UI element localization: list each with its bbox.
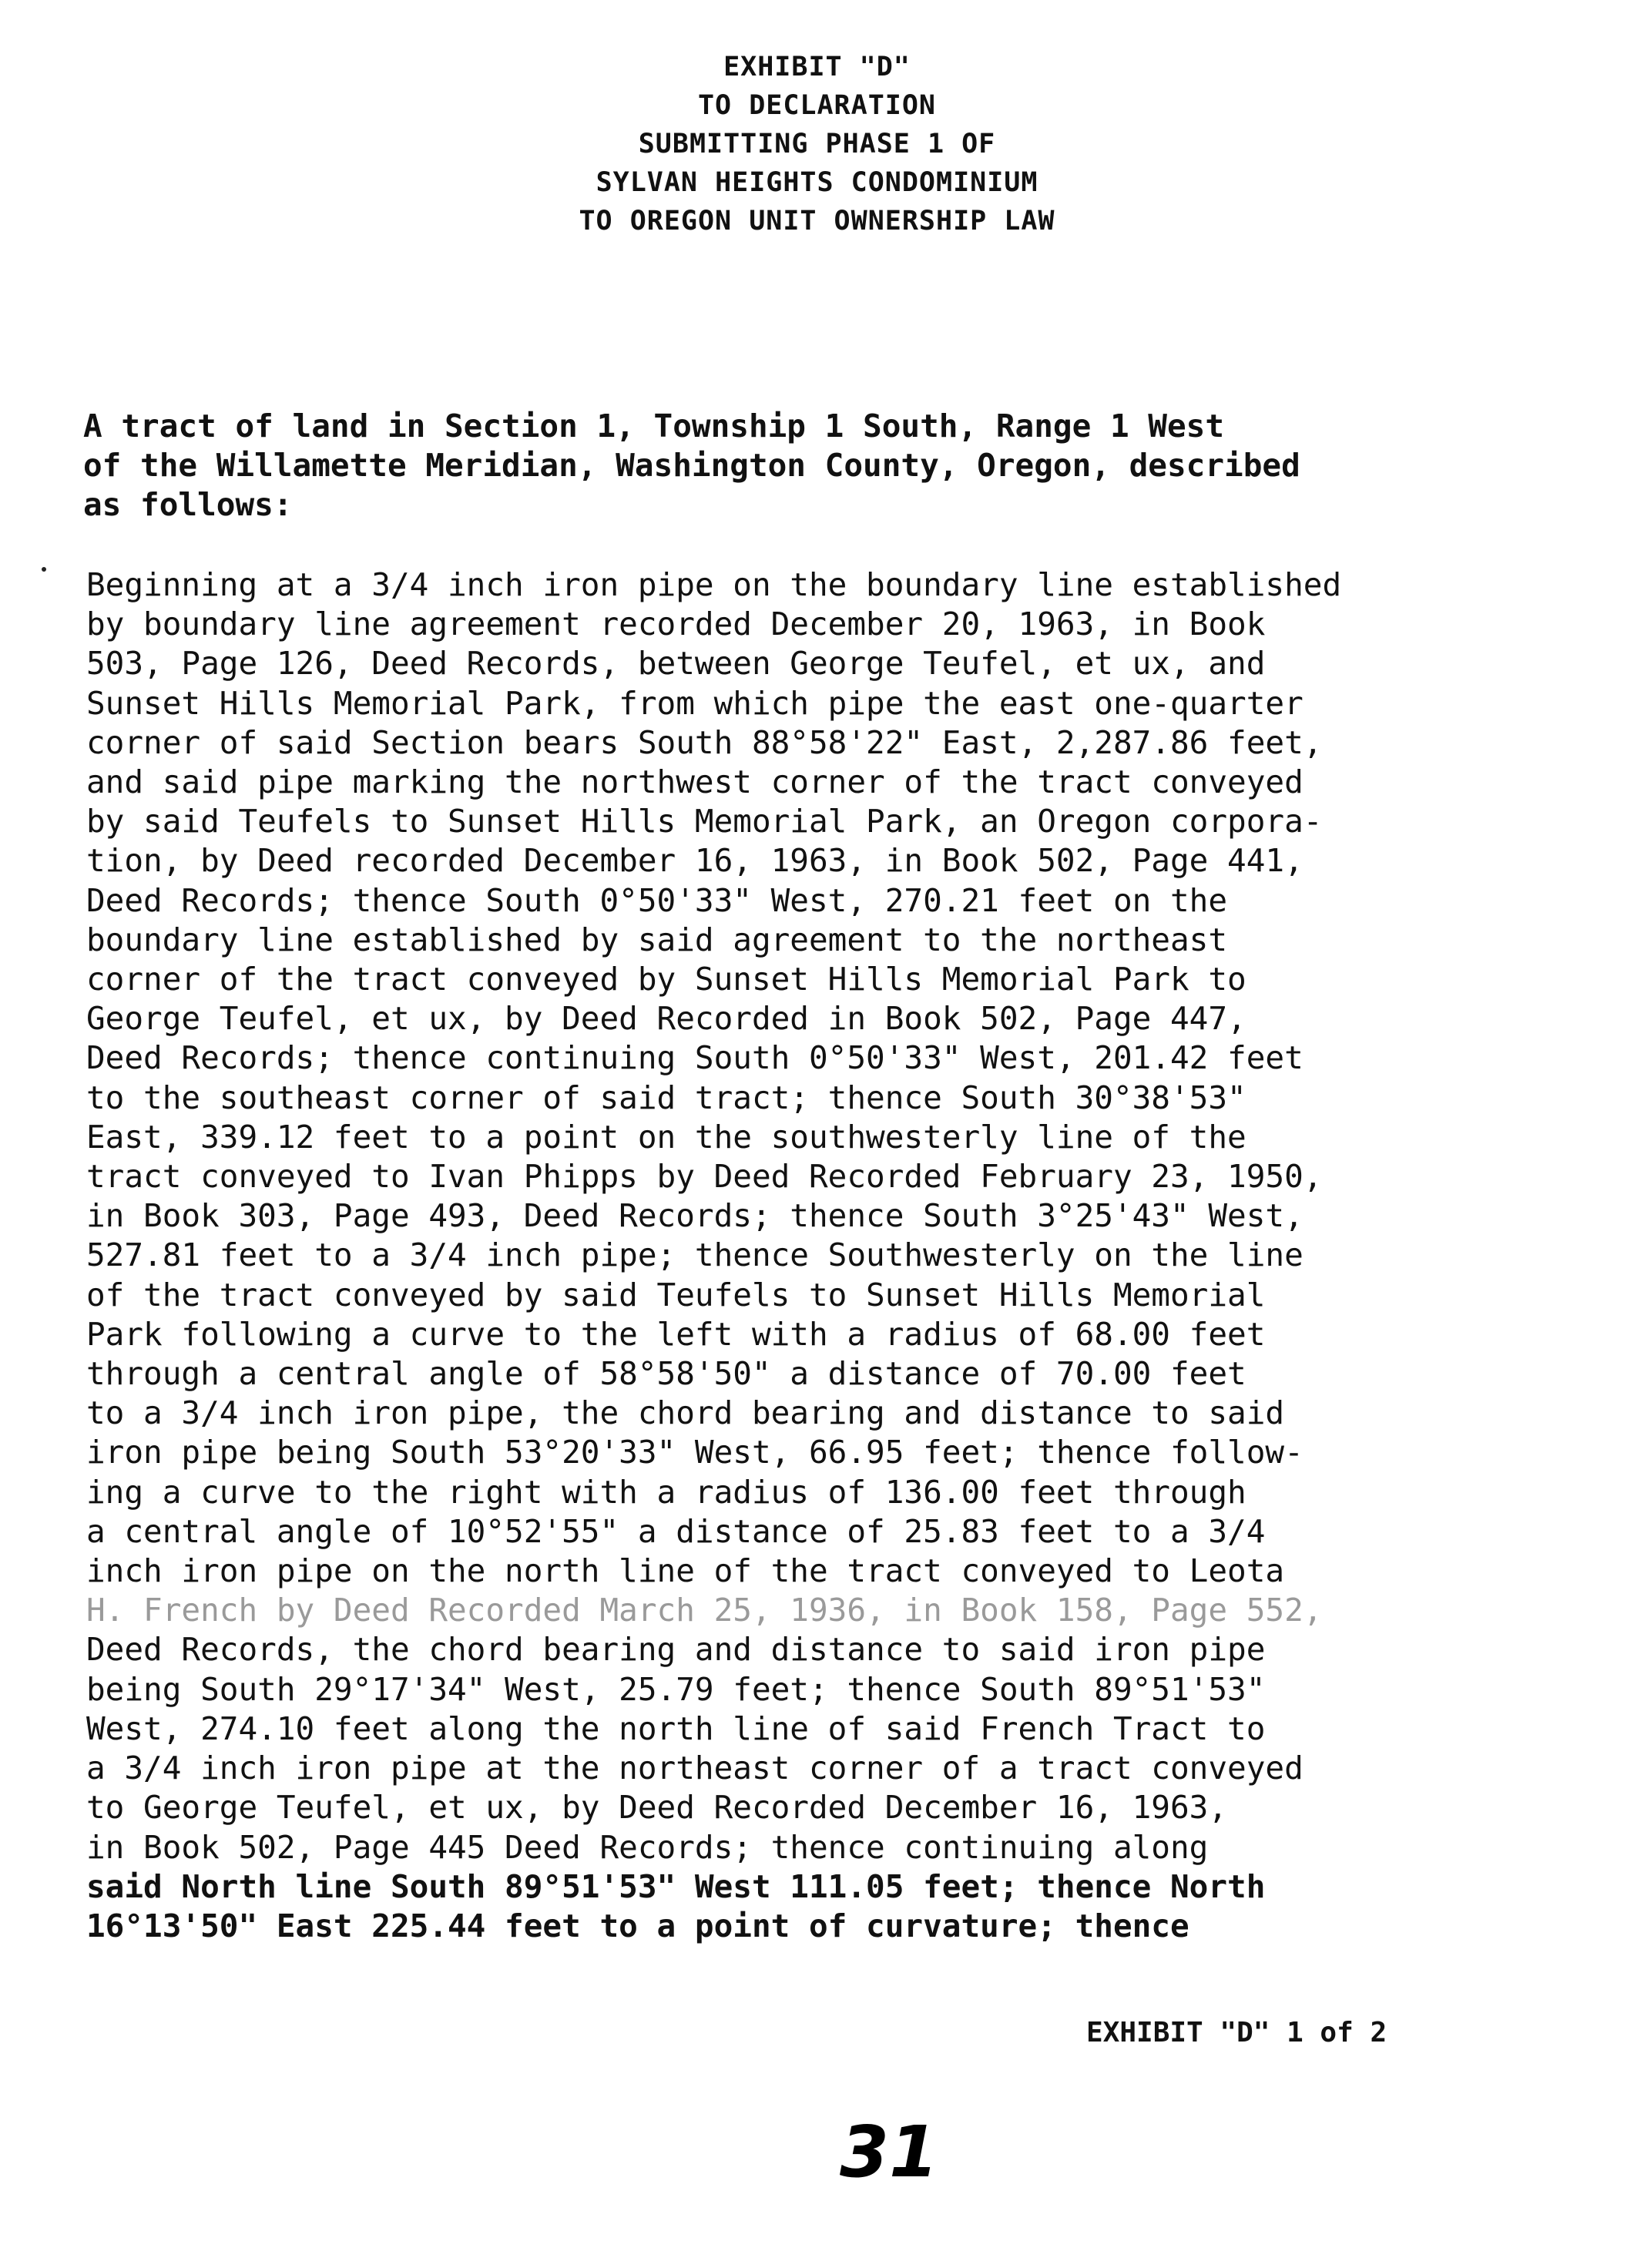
body-line: in Book 303, Page 493, Deed Records; thence South 3°25'43" West, bbox=[86, 1197, 1304, 1235]
body-line: of the tract conveyed by said Teufels to Sunset Hills Memorial bbox=[86, 1276, 1266, 1313]
body-line: tion, by Deed recorded December 16, 1963, in Book 502, Page 441, bbox=[86, 842, 1304, 880]
body-line: corner of said Section bears South 88°58'22" East, 2,287.86 feet, bbox=[86, 723, 1323, 761]
handwritten-page-number: 31 bbox=[840, 2111, 939, 2193]
body-line: Deed Records, the chord bearing and distance to said iron pipe bbox=[86, 1631, 1266, 1669]
heading-line: SYLVAN HEIGHTS CONDOMINIUM bbox=[596, 167, 1038, 198]
heading-line: EXHIBIT "D" bbox=[723, 52, 911, 82]
body-line: Park following a curve to the left with a radius of 68.00 feet bbox=[86, 1315, 1266, 1353]
body-line: through a central angle of 58°58'50" a distance of 70.00 feet bbox=[86, 1355, 1246, 1393]
exhibit-page-label: EXHIBIT "D" 1 of 2 bbox=[1086, 2017, 1387, 2048]
body-line: Deed Records; thence South 0°50'33" West, 270.21 feet on the bbox=[86, 881, 1228, 919]
intro-line: as follows: bbox=[83, 486, 293, 523]
body-line: by said Teufels to Sunset Hills Memorial Park, an Oregon corpora- bbox=[86, 803, 1323, 840]
body-line: Sunset Hills Memorial Park, from which pipe the east one-quarter bbox=[86, 684, 1304, 722]
body-line: to the southeast corner of said tract; thence South 30°38'53" bbox=[86, 1079, 1246, 1116]
body-line: iron pipe being South 53°20'33" West, 66.95 feet; thence follow- bbox=[86, 1434, 1304, 1471]
body-line: tract conveyed to Ivan Phipps by Deed Recorded February 23, 1950, bbox=[86, 1158, 1323, 1196]
bold-body-line: said North line South 89°51'53" West 111.05 feet; thence North bbox=[86, 1867, 1266, 1905]
body-line: to a 3/4 inch iron pipe, the chord bearing and distance to said bbox=[86, 1394, 1285, 1432]
body-line: a central angle of 10°52'55" a distance of 25.83 feet to a 3/4 bbox=[86, 1512, 1266, 1550]
body-line: in Book 502, Page 445 Deed Records; thence continuing along bbox=[86, 1828, 1209, 1866]
body-line: being South 29°17'34" West, 25.79 feet; thence South 89°51'53" bbox=[86, 1670, 1266, 1708]
faint-body-line: H. French by Deed Recorded March 25, 1936, in Book 158, Page 552, bbox=[86, 1592, 1323, 1629]
body-line: inch iron pipe on the north line of the tract conveyed to Leota bbox=[86, 1552, 1285, 1590]
body-line: to George Teufel, et ux, by Deed Recorded December 16, 1963, bbox=[86, 1789, 1228, 1827]
intro-paragraph bbox=[83, 407, 1562, 525]
legal-description bbox=[86, 565, 1596, 1946]
body-line: West, 274.10 feet along the north line of said French Tract to bbox=[86, 1709, 1266, 1747]
intro-line: of the Willamette Meridian, Washington County, Oregon, described bbox=[83, 447, 1300, 484]
body-line: and said pipe marking the northwest corner of the tract conveyed bbox=[86, 763, 1304, 801]
heading-line: SUBMITTING PHASE 1 OF bbox=[638, 129, 996, 159]
body-line: Deed Records; thence continuing South 0°50'33" West, 201.42 feet bbox=[86, 1039, 1304, 1077]
body-line: boundary line established by said agreement to the northeast bbox=[86, 921, 1228, 958]
body-line: 503, Page 126, Deed Records, between George Teufel, et ux, and bbox=[86, 645, 1266, 683]
body-line: Beginning at a 3/4 inch iron pipe on the boundary line established bbox=[86, 566, 1342, 603]
body-line: by boundary line agreement recorded December 20, 1963, in Book bbox=[86, 606, 1266, 643]
intro-line: A tract of land in Section 1, Township 1 South, Range 1 West bbox=[83, 408, 1225, 445]
body-line: ing a curve to the right with a radius of 136.00 feet through bbox=[86, 1473, 1246, 1511]
body-line: corner of the tract conveyed by Sunset Hills Memorial Park to bbox=[86, 961, 1246, 998]
bold-body-line: 16°13'50" East 225.44 feet to a point of curvature; thence bbox=[86, 1907, 1189, 1944]
heading-line: TO DECLARATION bbox=[697, 90, 936, 121]
margin-mark bbox=[42, 567, 46, 572]
heading-line: TO OREGON UNIT OWNERSHIP LAW bbox=[579, 206, 1055, 237]
body-line: East, 339.12 feet to a point on the southwesterly line of the bbox=[86, 1118, 1246, 1156]
body-line: George Teufel, et ux, by Deed Recorded in Book 502, Page 447, bbox=[86, 1000, 1246, 1038]
body-line: a 3/4 inch iron pipe at the northeast corner of a tract conveyed bbox=[86, 1750, 1304, 1787]
exhibit-heading bbox=[0, 48, 1634, 240]
body-line: 527.81 feet to a 3/4 inch pipe; thence Southwesterly on the line bbox=[86, 1236, 1304, 1274]
